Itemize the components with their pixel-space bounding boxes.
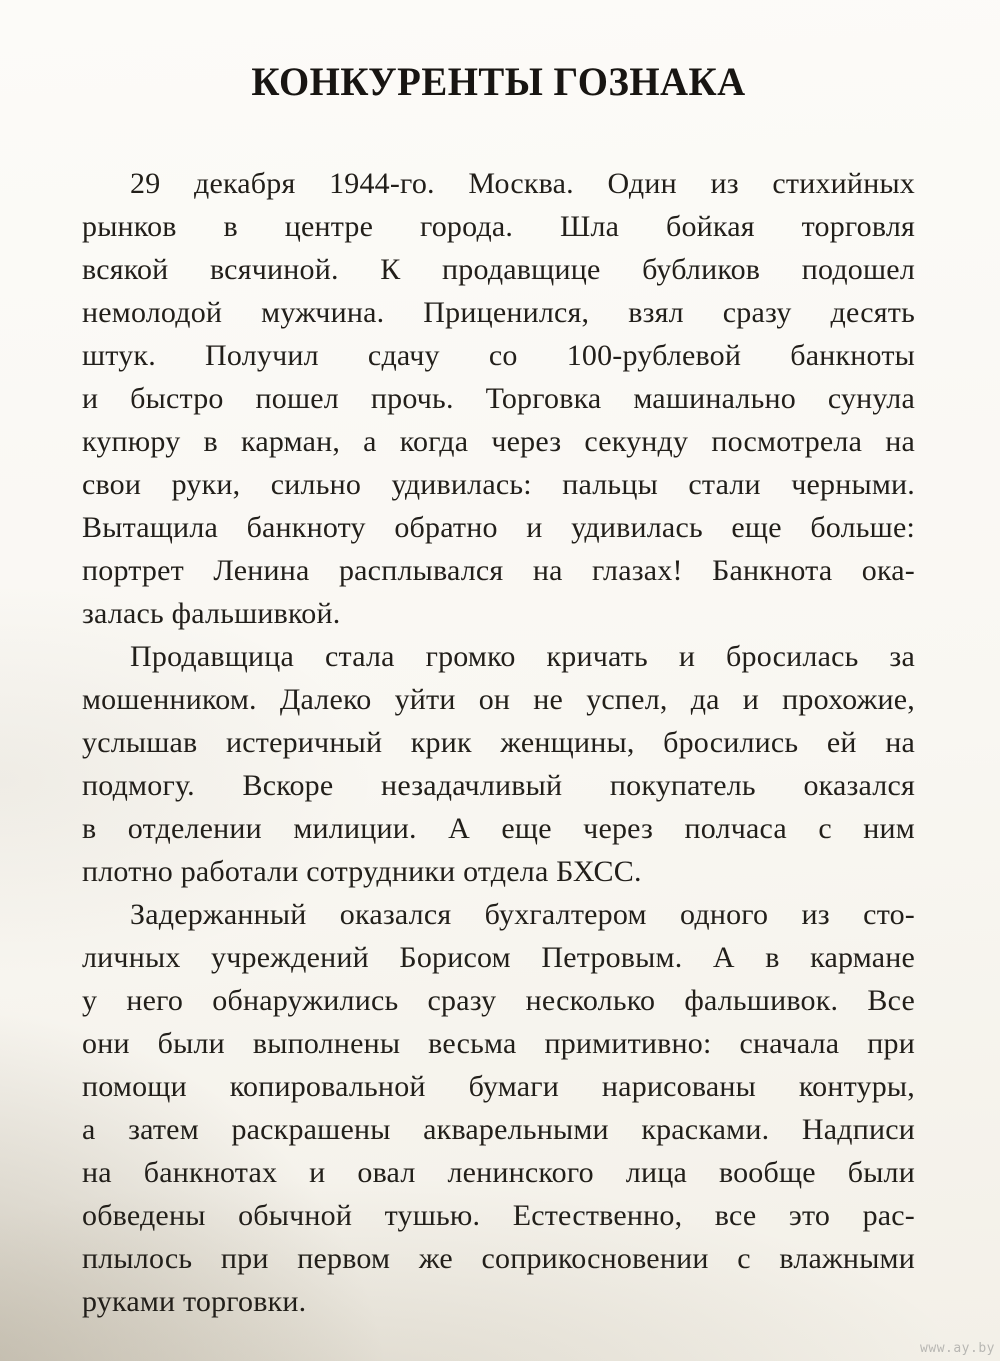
text-line: плотно работали сотрудники отдела БХСС. — [82, 855, 642, 888]
text-line: Вытащила банкноту обратно и удивилась еще больше: — [82, 511, 915, 544]
text-line: они были выполнены весьма примитивно: сначала при — [82, 1027, 915, 1060]
text-line: свои руки, сильно удивилась: пальцы стали черными. — [82, 468, 915, 501]
text-line: немолодой мужчина. Приценился, взял сразу десять — [82, 296, 915, 329]
text-line: плылось при первом же соприкосновении с влажными — [82, 1242, 915, 1275]
paragraph — [82, 162, 915, 635]
body-text — [82, 162, 915, 1323]
paragraph — [82, 635, 915, 893]
text-line: штук. Получил сдачу со 100-рублевой банкноты — [82, 339, 915, 372]
paragraph — [82, 893, 915, 1323]
text-line: на банкнотах и овал ленинского лица вообще были — [82, 1156, 915, 1189]
text-line: у него обнаружились сразу несколько фальшивок. Все — [82, 984, 915, 1017]
watermark-text: www.ay.by — [920, 1341, 995, 1356]
text-line: личных учреждений Борисом Петровым. А в кармане — [82, 941, 915, 974]
text-line: обведены обычной тушью. Естественно, все это рас- — [82, 1199, 915, 1232]
text-line: всякой всячиной. К продавщице бубликов подошел — [82, 253, 915, 286]
text-line: услышав истеричный крик женщины, бросились ей на — [82, 726, 915, 759]
text-line: и быстро пошел прочь. Торговка машинально сунула — [82, 382, 915, 415]
text-line: мошенником. Далеко уйти он не успел, да и прохожие, — [82, 683, 915, 716]
text-line: а затем раскрашены акварельными красками. Надписи — [82, 1113, 915, 1146]
text-line: Продавщица стала громко кричать и бросилась за — [130, 640, 915, 673]
text-line: Задержанный оказался бухгалтером одного из сто- — [130, 898, 915, 931]
text-line: залась фальшивкой. — [82, 597, 341, 630]
text-line: купюру в карман, а когда через секунду посмотрела на — [82, 425, 915, 458]
text-line: в отделении милиции. А еще через полчаса с ним — [82, 812, 915, 845]
text-line: 29 декабря 1944-го. Москва. Один из стихийных — [130, 167, 915, 200]
text-line: подмогу. Вскоре незадачливый покупатель оказался — [82, 769, 915, 802]
text-line: портрет Ленина расплывался на глазах! Банкнота ока- — [82, 554, 915, 587]
text-line: помощи копировальной бумаги нарисованы контуры, — [82, 1070, 915, 1103]
text-line: рынков в центре города. Шла бойкая торговля — [82, 210, 915, 243]
text-line: руками торговки. — [82, 1285, 307, 1318]
page-title: КОНКУРЕНТЫ ГОЗНАКА — [251, 59, 746, 104]
